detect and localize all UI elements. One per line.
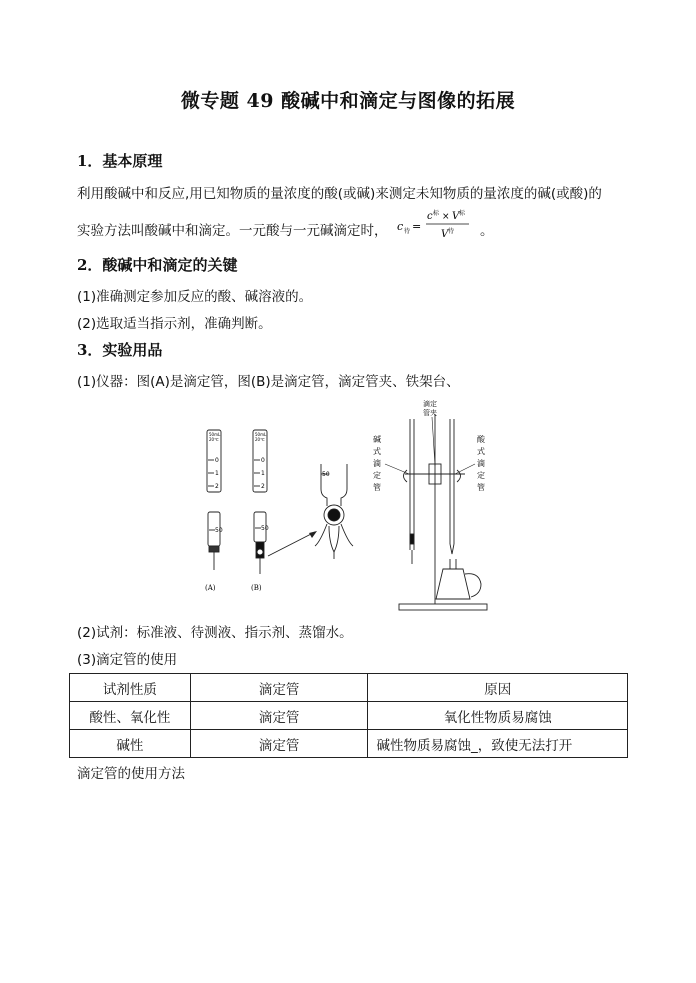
table-cell: 酸性、氧化性 bbox=[70, 702, 191, 730]
burette-a-tick-1: 1 bbox=[215, 470, 219, 477]
detail-mark-50: 50 bbox=[322, 471, 330, 478]
table-cell: 碱性物质易腐蚀_，致使无法打开 bbox=[368, 730, 628, 758]
titration-formula bbox=[397, 206, 487, 242]
svg-text:碱: 碱 bbox=[373, 435, 381, 444]
section-3-heading: 3．实验用品 bbox=[77, 341, 163, 359]
section-2-item-2: (2)选取适当指示剂，准确判断。 bbox=[77, 316, 272, 332]
svg-text:=: = bbox=[412, 220, 422, 233]
formula-lhs-sub: 待 bbox=[404, 228, 411, 235]
burette-stand bbox=[399, 414, 487, 610]
burette-b-tick-1: 1 bbox=[261, 470, 265, 477]
formula-den: V bbox=[441, 229, 449, 240]
svg-text:定: 定 bbox=[373, 471, 381, 480]
table-row bbox=[70, 702, 628, 730]
section-2-item-1: (1)准确测定参加反应的酸、碱溶液的。 bbox=[77, 289, 313, 305]
table-header-cell: 原因 bbox=[368, 674, 628, 702]
table-row bbox=[70, 730, 628, 758]
section-2-heading: 2．酸碱中和滴定的关键 bbox=[77, 256, 238, 274]
svg-text:管夹: 管夹 bbox=[423, 409, 437, 417]
svg-text:酸: 酸 bbox=[477, 435, 485, 444]
burette-a-tick-2: 2 bbox=[215, 483, 219, 490]
table-cell: 氧化性物质易腐蚀 bbox=[368, 702, 628, 730]
bead-detail bbox=[315, 464, 353, 559]
burette-a-tick-0: 0 bbox=[215, 457, 219, 464]
section-3-instruments: (1)仪器：图(A)是滴定管，图(B)是滴定管，滴定管夹、铁架台、 bbox=[77, 374, 460, 390]
svg-text:定: 定 bbox=[477, 471, 485, 480]
section-3-usage: (3)滴定管的使用 bbox=[77, 652, 178, 668]
label-a: (A) bbox=[205, 584, 216, 592]
formula-den-sup: 待 bbox=[448, 228, 455, 235]
svg-text:式: 式 bbox=[477, 447, 485, 456]
svg-text:滴: 滴 bbox=[477, 459, 485, 468]
label-b: (B) bbox=[251, 584, 262, 592]
burette-b-tick-0: 0 bbox=[261, 457, 265, 464]
section-3-method: 滴定管的使用方法 bbox=[77, 766, 185, 782]
table-header-cell: 滴定管 bbox=[190, 674, 368, 702]
burette-figure bbox=[195, 394, 495, 614]
section-3-reagents: (2)试剂：标准液、待测液、指示剂、蒸馏水。 bbox=[77, 625, 353, 641]
formula-times: × bbox=[442, 212, 450, 222]
burette-b-capacity: 50mL bbox=[255, 432, 267, 437]
table-header-row bbox=[70, 674, 628, 702]
burette-b-bottom bbox=[254, 512, 266, 574]
burette-a-bottom bbox=[208, 512, 220, 570]
burette-a-temp: 20℃ bbox=[209, 437, 219, 442]
section-1-line-2: 实验方法叫酸碱中和滴定。一元酸与一元碱滴定时， bbox=[77, 223, 388, 239]
svg-text:管: 管 bbox=[477, 483, 485, 492]
base-burette-label bbox=[373, 434, 381, 492]
svg-text:滴定: 滴定 bbox=[423, 400, 437, 408]
svg-text:滴: 滴 bbox=[373, 459, 381, 468]
formula-num-c-sup: 标 bbox=[433, 210, 440, 217]
burette-b-temp: 20℃ bbox=[255, 437, 265, 442]
formula-num-v: V bbox=[452, 211, 460, 222]
burette-b-mark-50: 50 bbox=[261, 525, 269, 532]
burette-a-mark-50: 50 bbox=[215, 527, 223, 534]
table-cell: 滴定管 bbox=[190, 730, 368, 758]
acid-burette-label bbox=[477, 434, 486, 492]
svg-text:式: 式 bbox=[373, 447, 381, 456]
section-1-line-1: 利用酸碱中和反应,用已知物质的量浓度的酸(或碱)来测定未知物质的量浓度的碱(或酸)的 bbox=[77, 186, 602, 202]
formula-num-c: c bbox=[427, 211, 433, 222]
section-1-line-2-end: 。 bbox=[480, 223, 494, 239]
burette-a-capacity: 50mL bbox=[209, 432, 221, 437]
page-title: 微专题 49 酸碱中和滴定与图像的拓展 bbox=[180, 90, 516, 112]
section-1-heading: 1．基本原理 bbox=[77, 152, 163, 170]
stand-clamp-label bbox=[423, 399, 437, 417]
svg-text:管: 管 bbox=[373, 483, 381, 492]
table-cell: 碱性 bbox=[70, 730, 191, 758]
table-cell: 滴定管 bbox=[190, 702, 368, 730]
burette-b-tick-2: 2 bbox=[261, 483, 265, 490]
burette-usage-table bbox=[69, 673, 628, 758]
formula-lhs: c bbox=[397, 220, 404, 233]
formula-num-v-sup: 标 bbox=[459, 210, 466, 217]
table-header-cell: 试剂性质 bbox=[70, 674, 191, 702]
